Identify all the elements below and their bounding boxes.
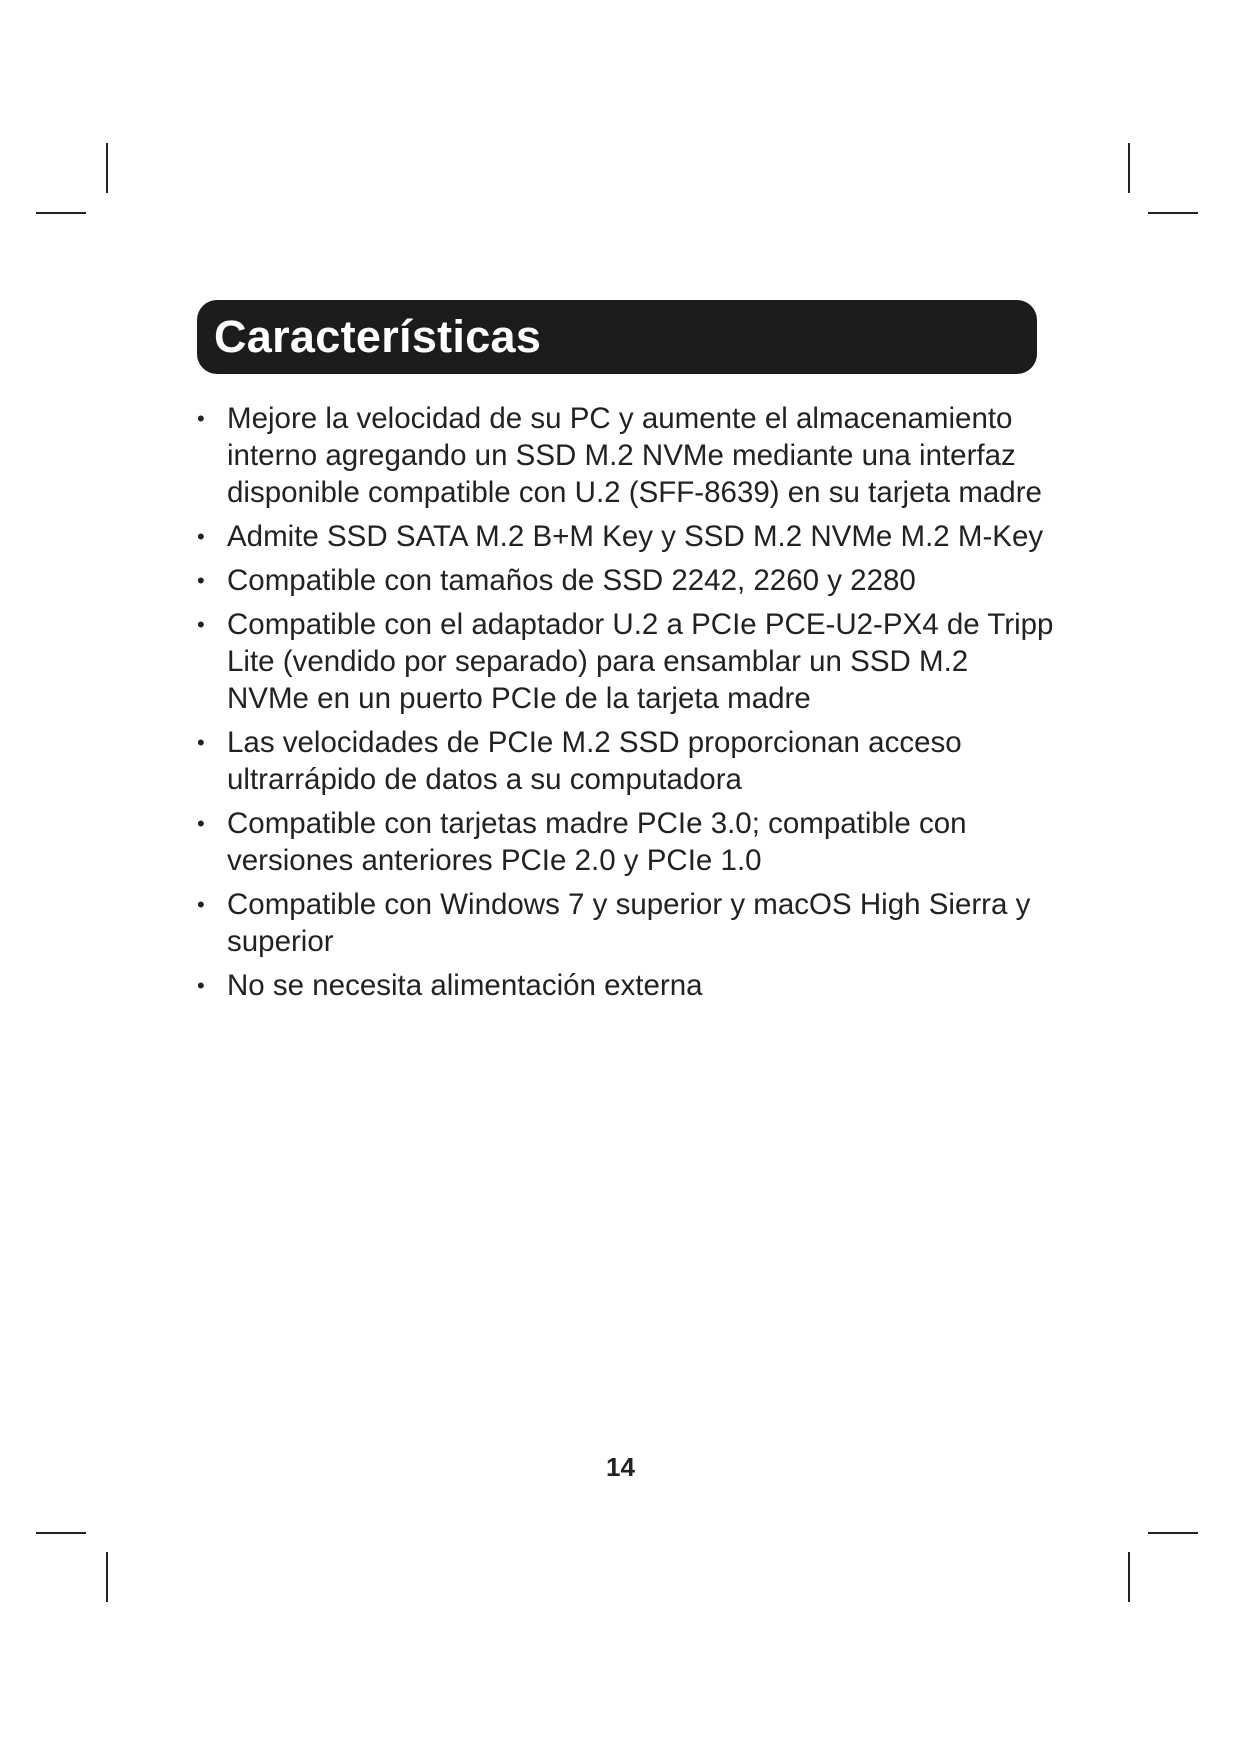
- section-header-bar: [197, 300, 1037, 374]
- feature-list: [195, 400, 1055, 1011]
- bullet-icon: •: [197, 524, 205, 549]
- bullet-icon: •: [197, 730, 205, 755]
- feature-item: [195, 967, 1055, 1004]
- crop-mark-top-right-horizontal: [1148, 212, 1198, 214]
- bullet-icon: •: [197, 406, 205, 431]
- crop-mark-top-right-vertical: [1128, 143, 1130, 193]
- feature-item: [195, 606, 1055, 717]
- feature-item: [195, 562, 1055, 599]
- crop-mark-top-left-vertical: [106, 143, 108, 193]
- feature-text: Compatible con tamaños de SSD 2242, 2260 y 2280: [227, 564, 916, 597]
- feature-item: [195, 886, 1055, 960]
- feature-item: [195, 805, 1055, 879]
- feature-item: [195, 724, 1055, 798]
- crop-mark-bottom-left-horizontal: [36, 1532, 86, 1534]
- page-number: 14: [606, 1452, 635, 1482]
- feature-text: Las velocidades de PCIe M.2 SSD proporcionan acceso ultrarrápido de datos a su computadora: [227, 726, 962, 796]
- feature-text: Compatible con el adaptador U.2 a PCIe PCE-U2-PX4 de Tripp Lite (vendido por separado) para ensamblar un SSD M.2 NVMe en un puerto PCIe de la tarjeta madre: [227, 608, 1054, 715]
- feature-text: Admite SSD SATA M.2 B+M Key y SSD M.2 NVMe M.2 M-Key: [227, 520, 1044, 553]
- feature-item: [195, 400, 1055, 511]
- crop-mark-bottom-right-vertical: [1128, 1552, 1130, 1602]
- feature-item: [195, 518, 1055, 555]
- bullet-icon: •: [197, 892, 205, 917]
- feature-text: Compatible con tarjetas madre PCIe 3.0; compatible con versiones anteriores PCIe 2.0 y PCIe 1.0: [227, 807, 967, 877]
- feature-text: No se necesita alimentación externa: [227, 969, 703, 1002]
- section-title: Características: [214, 311, 542, 362]
- feature-text: Mejore la velocidad de su PC y aumente el almacenamiento interno agregando un SSD M.2 NVMe mediante una interfaz disponible compatible con U.2 (SFF-8639) en su tarjeta madre: [227, 402, 1042, 509]
- bullet-icon: •: [197, 612, 205, 637]
- bullet-icon: •: [197, 973, 205, 998]
- bullet-icon: •: [197, 811, 205, 836]
- bullet-icon: •: [197, 568, 205, 593]
- crop-mark-bottom-left-vertical: [106, 1552, 108, 1602]
- feature-text: Compatible con Windows 7 y superior y macOS High Sierra y superior: [227, 888, 1031, 958]
- crop-mark-top-left-horizontal: [36, 212, 86, 214]
- crop-mark-bottom-right-horizontal: [1148, 1532, 1198, 1534]
